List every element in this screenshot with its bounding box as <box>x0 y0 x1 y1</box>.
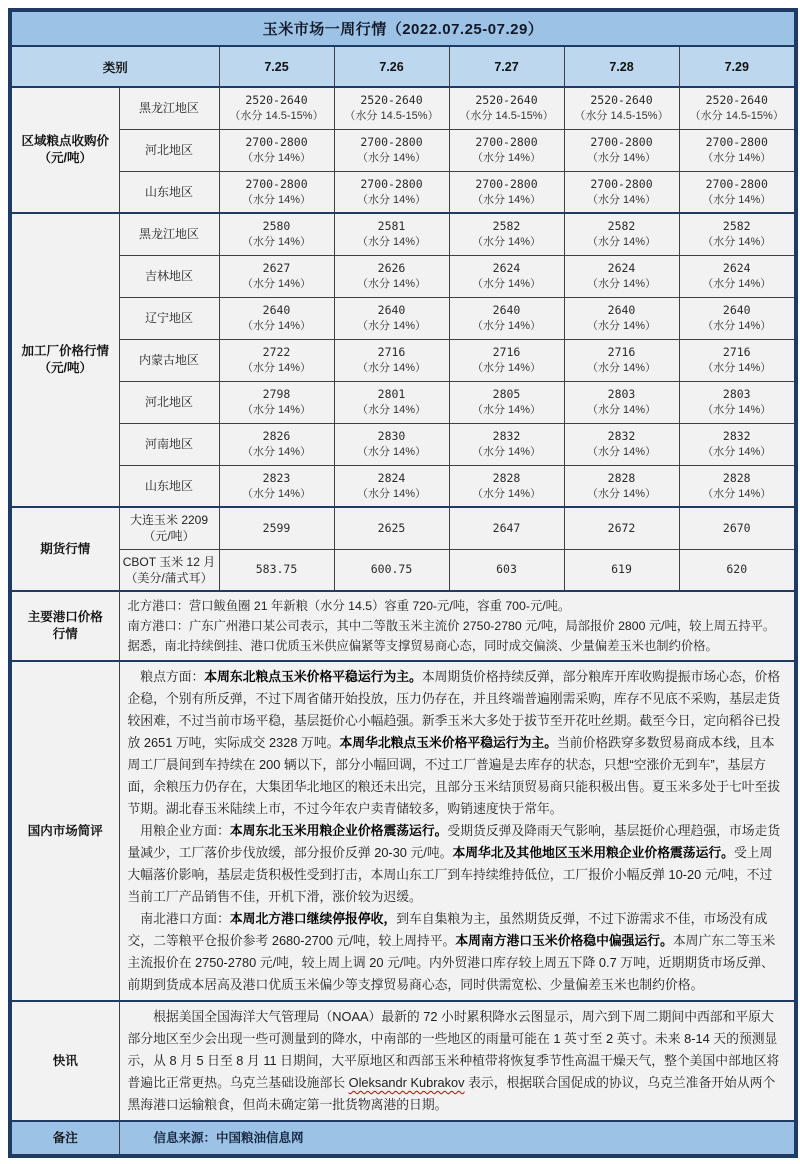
section-label-line: 行情 <box>52 627 78 641</box>
region-name: 河南地区 <box>144 437 193 451</box>
paragraph <box>128 596 785 616</box>
section-label-line: （元/吨） <box>38 151 92 165</box>
price-cell <box>334 339 449 381</box>
price-cell <box>679 381 796 423</box>
price-cell <box>334 87 449 129</box>
table-row <box>10 87 796 129</box>
price-value: 2640 <box>262 303 291 317</box>
price-cell <box>564 381 679 423</box>
table-row <box>10 381 796 423</box>
moisture-note: （水分 14%） <box>241 193 312 206</box>
section-label <box>10 507 119 591</box>
table-row <box>10 171 796 213</box>
price-cell <box>564 297 679 339</box>
text-segment: 本周广东二等玉米主流报价在 2750-2780 元/吨，较上周上调 20 元/吨。内外贸港口库存较上周五下降 0.7 万吨，近期期货市场反弹、前期到货成本居高及港口优质玉米偏少等支撑贸易商心态，同时供需宽松、少量偏差玉米也制约价格。 <box>127 933 776 992</box>
region-name: （元/吨） <box>143 529 195 544</box>
price-value: 2832 <box>492 429 521 443</box>
price-value: 2832 <box>607 429 636 443</box>
price-value: 2624 <box>722 261 751 275</box>
price-cell <box>449 87 564 129</box>
price-value: 2722 <box>262 345 291 359</box>
moisture-note: （水分 14%） <box>241 362 312 374</box>
moisture-note: （水分 14%） <box>586 446 657 458</box>
price-cell <box>219 381 334 423</box>
price-value: 2700-2800 <box>475 135 538 149</box>
moisture-note: （水分 14%） <box>356 236 427 249</box>
moisture-note: （水分 14%） <box>241 446 312 458</box>
price-cell <box>219 171 334 213</box>
moisture-note: （水分 14%） <box>702 236 772 249</box>
text-segment: 南方港口：广东广州港口某公司表示，其中二等散玉米主流价 2750-2780 元/吨，局部报价 2800 元/吨，较上周五持平。据悉，南北持续倒挂、港口优质玉米供应偏紧等支撑贸易商心态，同时成交偏淡、少量偏差玉米也制约价格。 <box>127 619 776 653</box>
region-cell <box>119 87 219 129</box>
price-cell <box>564 339 679 381</box>
table-row <box>10 339 796 381</box>
price-cell <box>679 129 796 171</box>
region-cell <box>119 339 219 381</box>
moisture-note: （水分 14%） <box>241 404 312 416</box>
paragraph <box>128 908 785 996</box>
text-segment: 本周东北粮点玉米价格平稳运行为主。 <box>204 669 422 684</box>
section-label <box>10 213 119 507</box>
region-name: 山东地区 <box>144 184 193 199</box>
region-cell <box>119 549 219 591</box>
price-cell <box>334 129 449 171</box>
price-value: 2624 <box>607 261 636 275</box>
text-segment: 受上周大幅落价影响，基层走货积极性受到打击，本周山东工厂到车持续维持低位，工厂报价小幅反弹 10-20 元/吨，不过当前工厂产品销售不佳，开机下滑，涨价较为迟缓。 <box>127 845 773 904</box>
price-cell <box>334 213 449 255</box>
moisture-note: （水分 14%） <box>471 487 542 500</box>
price-cell <box>564 213 679 255</box>
price-value: 2828 <box>607 470 636 485</box>
moisture-note: （水分 14%） <box>702 320 772 332</box>
price-cell <box>679 171 796 213</box>
price-cell <box>219 507 334 549</box>
moisture-note: （水分 14%） <box>356 320 427 332</box>
price-cell <box>449 129 564 171</box>
price-value: 2582 <box>492 219 521 234</box>
date-header: 7.29 <box>679 46 796 87</box>
price-cell <box>219 87 334 129</box>
price-value: 2803 <box>722 387 751 401</box>
paragraph <box>128 1006 785 1116</box>
price-cell <box>679 87 796 129</box>
table-row-port-prices <box>10 591 796 661</box>
price-value: 2670 <box>722 520 751 535</box>
misspelled-name-text: Oleksandr Kubrakov <box>348 1075 465 1090</box>
moisture-note: （水分 14%） <box>241 487 312 500</box>
section-label-line: （元/吨） <box>38 361 92 375</box>
region-name: 山东地区 <box>144 478 193 493</box>
date-header: 7.28 <box>564 46 679 87</box>
price-value: 2716 <box>492 345 521 359</box>
price-cell <box>679 507 796 549</box>
price-value: 2625 <box>377 520 406 535</box>
price-cell <box>334 171 449 213</box>
section-label <box>10 87 119 213</box>
region-name: 吉林地区 <box>144 269 193 283</box>
text-segment: 受期货反弹及降雨天气影响，基层挺价心理趋强，市场走货量减少，工厂落价步伐放缓，部分报价反弹 20-30 元/吨。 <box>127 823 781 860</box>
moisture-note: （水分 14%） <box>702 362 772 374</box>
price-value: 2828 <box>722 470 751 485</box>
price-cell <box>334 507 449 549</box>
price-value: 603 <box>496 562 517 577</box>
price-value: 2805 <box>492 387 521 401</box>
text-segment: 当前价格跌穿多数贸易商成本线，且本周工厂晨间到车持续在 200 辆以下，部分小幅回调，不过工厂普遍是去库存的状态，只想“空涨价无到车”，基层方面，余粮压力仍存在，大集团华北地区的粮还未出完，且部分玉米结顶贸易商只能积极出售。夏玉米多处于七叶至拔节期。湖北春玉米陆续上市，不过今年农户卖青储较多，购销速度快于常年。 <box>127 735 781 816</box>
text-segment: 信息来源：中国粮油信息网 <box>153 1131 304 1145</box>
price-value: 2700-2800 <box>705 176 768 191</box>
moisture-note: （水分 14%） <box>471 362 542 374</box>
region-name: 河北地区 <box>144 395 193 409</box>
text-segment: 本周期货价格持续反弹，部分粮库开库收购提振市场心态，价格企稳，个别有所反弹，不过下周省储开始投放，压力仍存在，并且终端普遍刚需采购，库存不见底不采购，基层走货较困难，不过当前市场平稳，基层挺价心小幅趋强。新季玉米大多处于拔节至开花吐丝期。截至今日，定向稻谷已投放 2651 万吨，实际成交 2328 万吨。 <box>127 669 781 750</box>
section-label <box>10 1001 119 1121</box>
category-header: 类别 <box>10 46 219 87</box>
price-cell <box>564 423 679 465</box>
port-prices-content <box>119 591 796 661</box>
moisture-note: （水分 14%） <box>241 152 312 164</box>
price-cell <box>679 339 796 381</box>
moisture-note: （水分 14%） <box>702 487 772 500</box>
price-value: 2803 <box>607 387 636 401</box>
region-name: 黑龙江地区 <box>138 227 199 242</box>
price-cell <box>334 423 449 465</box>
region-name: 大连玉米 2209 <box>129 513 209 528</box>
moisture-note: （水分 14%） <box>586 193 657 206</box>
text-segment: 北方港口：营口鲅鱼圈 21 年新粮（水分 14.5）容重 720-元/吨，容重 700-元/吨。 <box>127 599 571 613</box>
section-label-line: 区域粮点收购价 <box>21 134 109 148</box>
price-cell <box>334 255 449 297</box>
text-segment: 本周华北粮点玉米价格平稳运行为主。 <box>339 735 557 750</box>
moisture-note: （水分 14.5-15%） <box>574 110 669 123</box>
price-cell <box>449 423 564 465</box>
flash-news-content <box>119 1001 796 1121</box>
price-value: 2647 <box>492 520 521 535</box>
price-value: 2830 <box>377 429 406 443</box>
price-cell <box>449 549 564 591</box>
moisture-note: （水分 14%） <box>702 193 772 206</box>
price-value: 2700-2800 <box>360 176 423 191</box>
price-cell <box>334 465 449 507</box>
region-cell <box>119 255 219 297</box>
price-value: 619 <box>611 562 632 577</box>
region-name: 辽宁地区 <box>144 311 193 325</box>
table-row <box>10 423 796 465</box>
section-label <box>10 591 119 661</box>
price-value: 2700-2800 <box>245 176 308 191</box>
section-label-line: 加工厂价格行情 <box>21 344 109 358</box>
date-header-row <box>10 46 796 87</box>
price-value: 2700-2800 <box>590 176 653 191</box>
price-value: 2626 <box>377 261 406 275</box>
page-title: 玉米市场一周行情（2022.07.25-07.29） <box>10 10 796 46</box>
price-cell <box>449 381 564 423</box>
price-value: 2823 <box>262 470 291 485</box>
date-header: 7.26 <box>334 46 449 87</box>
section-label-line: 主要港口价格 <box>27 610 103 624</box>
price-value: 2640 <box>377 303 406 317</box>
moisture-note: （水分 14%） <box>241 320 312 332</box>
moisture-note: （水分 14%） <box>586 320 657 332</box>
moisture-note: （水分 14%） <box>586 404 657 416</box>
moisture-note: （水分 14%） <box>471 404 542 416</box>
table-row <box>10 507 796 549</box>
price-value: 2582 <box>722 219 751 234</box>
price-value: 2624 <box>492 261 521 275</box>
table-row-flash-news <box>10 1001 796 1121</box>
moisture-note: （水分 14%） <box>586 278 657 290</box>
section-label-line: 国内市场简评 <box>27 823 103 838</box>
title-row <box>10 10 796 46</box>
domestic-market-review-content <box>119 661 796 1001</box>
region-name: 内蒙古地区 <box>138 353 199 367</box>
paragraph <box>128 820 785 908</box>
price-cell <box>219 339 334 381</box>
text-segment: 南北港口方面： <box>140 911 230 926</box>
moisture-note: （水分 14%） <box>471 320 542 332</box>
price-value: 620 <box>726 562 748 577</box>
moisture-note: （水分 14%） <box>356 487 427 500</box>
price-value: 2700-2800 <box>705 135 768 149</box>
price-value: 2640 <box>492 303 521 317</box>
text-segment: 粮点方面： <box>140 669 205 684</box>
price-value: 2520-2640 <box>245 93 308 108</box>
price-value: 2828 <box>492 470 521 485</box>
price-value: 2826 <box>262 429 291 443</box>
moisture-note: （水分 14%） <box>586 362 657 374</box>
moisture-note: （水分 14%） <box>471 236 542 249</box>
price-value: 2580 <box>262 219 291 234</box>
price-cell <box>564 465 679 507</box>
table-row <box>10 213 796 255</box>
price-value: 2581 <box>377 219 406 234</box>
corn-weekly-report-table <box>8 8 798 1158</box>
region-cell <box>119 381 219 423</box>
moisture-note: （水分 14%） <box>241 236 312 249</box>
price-cell <box>564 171 679 213</box>
date-header: 7.25 <box>219 46 334 87</box>
price-value: 2627 <box>262 261 291 275</box>
price-value: 2599 <box>262 520 291 535</box>
price-value: 2832 <box>722 429 751 443</box>
moisture-note: （水分 14%） <box>356 362 427 374</box>
moisture-note: （水分 14.5-15%） <box>229 110 324 123</box>
table-row <box>10 255 796 297</box>
price-value: 2798 <box>262 387 291 401</box>
paragraph <box>128 666 785 820</box>
moisture-note: （水分 14%） <box>241 278 312 290</box>
price-cell <box>334 549 449 591</box>
price-cell <box>219 297 334 339</box>
price-cell <box>679 297 796 339</box>
price-value: 2520-2640 <box>360 93 423 108</box>
price-cell <box>219 255 334 297</box>
moisture-note: （水分 14%） <box>586 487 657 500</box>
section-label <box>10 661 119 1001</box>
price-cell <box>449 297 564 339</box>
price-cell <box>679 465 796 507</box>
price-cell <box>564 507 679 549</box>
moisture-note: （水分 14.5-15%） <box>689 110 784 123</box>
price-cell <box>679 423 796 465</box>
text-segment: 本周东北玉米用粮企业价格震荡运行。 <box>229 823 448 838</box>
price-cell <box>219 129 334 171</box>
moisture-note: （水分 14%） <box>356 193 427 206</box>
price-value: 2520-2640 <box>475 93 538 108</box>
region-cell <box>119 297 219 339</box>
region-name: 黑龙江地区 <box>138 101 199 116</box>
price-value: 600.75 <box>370 562 413 577</box>
moisture-note: （水分 14%） <box>356 404 427 416</box>
table-row <box>10 129 796 171</box>
price-value: 2700-2800 <box>245 135 308 149</box>
section-label-line: 快讯 <box>52 1053 78 1068</box>
region-cell <box>119 213 219 255</box>
moisture-note: （水分 14%） <box>702 152 772 164</box>
moisture-note: （水分 14%） <box>356 278 427 290</box>
region-name: CBOT 玉米 12 月 <box>122 554 216 569</box>
price-value: 2520-2640 <box>590 93 653 108</box>
price-cell <box>219 465 334 507</box>
text-segment: 用粮企业方面： <box>140 823 230 838</box>
price-value: 2672 <box>607 520 636 535</box>
moisture-note: （水分 14%） <box>356 446 427 458</box>
price-cell <box>449 339 564 381</box>
date-header: 7.27 <box>449 46 564 87</box>
price-cell <box>564 129 679 171</box>
price-cell <box>449 507 564 549</box>
price-cell <box>449 171 564 213</box>
table-row-domestic-market-review <box>10 661 796 1001</box>
price-cell <box>219 549 334 591</box>
moisture-note: （水分 14%） <box>471 446 542 458</box>
text-segment: 到车自集粮为主，虽然期货反弹，不过下游需求不佳，市场没有成交，二等粮平仓报价参考 2680-2700 元/吨，较上周持平。 <box>127 911 768 948</box>
moisture-note: （水分 14%） <box>586 152 657 164</box>
text-segment: 本周北方港口继续停报停收， <box>229 911 397 926</box>
price-cell <box>564 255 679 297</box>
moisture-note: （水分 14%） <box>702 278 772 290</box>
section-label-line: 备注 <box>52 1130 78 1145</box>
table-row <box>10 297 796 339</box>
price-value: 2716 <box>607 345 636 359</box>
region-name: （美分/蒲式耳） <box>125 570 213 585</box>
text-segment: 根据美国全国海洋大气管理局（NOAA）最新的 72 小时累积降水云图显示，周六到下周二期间中西部和平原大部分地区至少会出现一些可测量到的降水，中南部的一些地区的雨量可能在 1 英寸至 2 英寸。未来 8-14 天的预测显示，从 8 月 5 日至 8 月 11 日期间，大平原地区和西部玉米种植带将恢复季节性高温干燥天气，整个美国中部地区将普遍比正常更热。乌克兰基础设施部长 <box>127 1009 780 1090</box>
report-body <box>10 87 796 1156</box>
section-label-line: 期货行情 <box>40 541 91 556</box>
price-cell <box>449 255 564 297</box>
moisture-note: （水分 14%） <box>586 236 657 249</box>
price-value: 2700-2800 <box>590 135 653 149</box>
price-value: 2520-2640 <box>705 93 768 108</box>
price-value: 2801 <box>377 387 406 401</box>
price-value: 2716 <box>722 345 751 359</box>
moisture-note: （水分 14%） <box>702 446 772 458</box>
region-cell <box>119 171 219 213</box>
price-cell <box>679 549 796 591</box>
moisture-note: （水分 14%） <box>702 404 772 416</box>
price-cell <box>449 213 564 255</box>
text-segment: 本周华北及其他地区玉米用粮企业价格震荡运行。 <box>452 845 734 860</box>
price-cell <box>219 423 334 465</box>
region-name: 河北地区 <box>144 143 193 157</box>
price-value: 2716 <box>377 345 406 359</box>
section-label <box>10 1121 119 1156</box>
price-cell <box>219 213 334 255</box>
price-value: 583.75 <box>255 562 298 577</box>
price-cell <box>564 87 679 129</box>
moisture-note: （水分 14%） <box>356 152 427 164</box>
paragraph <box>128 616 785 656</box>
price-cell <box>564 549 679 591</box>
table-row-remark <box>10 1121 796 1156</box>
price-cell <box>679 255 796 297</box>
region-cell <box>119 507 219 549</box>
table-row <box>10 549 796 591</box>
moisture-note: （水分 14%） <box>471 193 542 206</box>
price-cell <box>679 213 796 255</box>
price-cell <box>449 465 564 507</box>
price-cell <box>334 381 449 423</box>
text-segment: 本周南方港口玉米价格稳中偏强运行。 <box>455 933 673 948</box>
region-cell <box>119 423 219 465</box>
remark-content <box>119 1121 796 1156</box>
paragraph <box>128 1127 785 1149</box>
price-value: 2640 <box>722 303 751 317</box>
moisture-note: （水分 14.5-15%） <box>459 110 554 123</box>
text-segment: 表示，根据联合国促成的协议，乌克兰准备开始从两个黑海港口运输粮食，但尚未确定第一批货物离港的日期。 <box>127 1075 776 1112</box>
table-row <box>10 465 796 507</box>
moisture-note: （水分 14.5-15%） <box>344 110 439 123</box>
region-cell <box>119 129 219 171</box>
price-value: 2640 <box>607 303 636 317</box>
price-value: 2582 <box>607 219 636 234</box>
moisture-note: （水分 14%） <box>471 152 542 164</box>
moisture-note: （水分 14%） <box>471 278 542 290</box>
price-value: 2824 <box>377 470 406 485</box>
price-value: 2700-2800 <box>360 135 423 149</box>
region-cell <box>119 465 219 507</box>
price-value: 2700-2800 <box>475 176 538 191</box>
price-cell <box>334 297 449 339</box>
